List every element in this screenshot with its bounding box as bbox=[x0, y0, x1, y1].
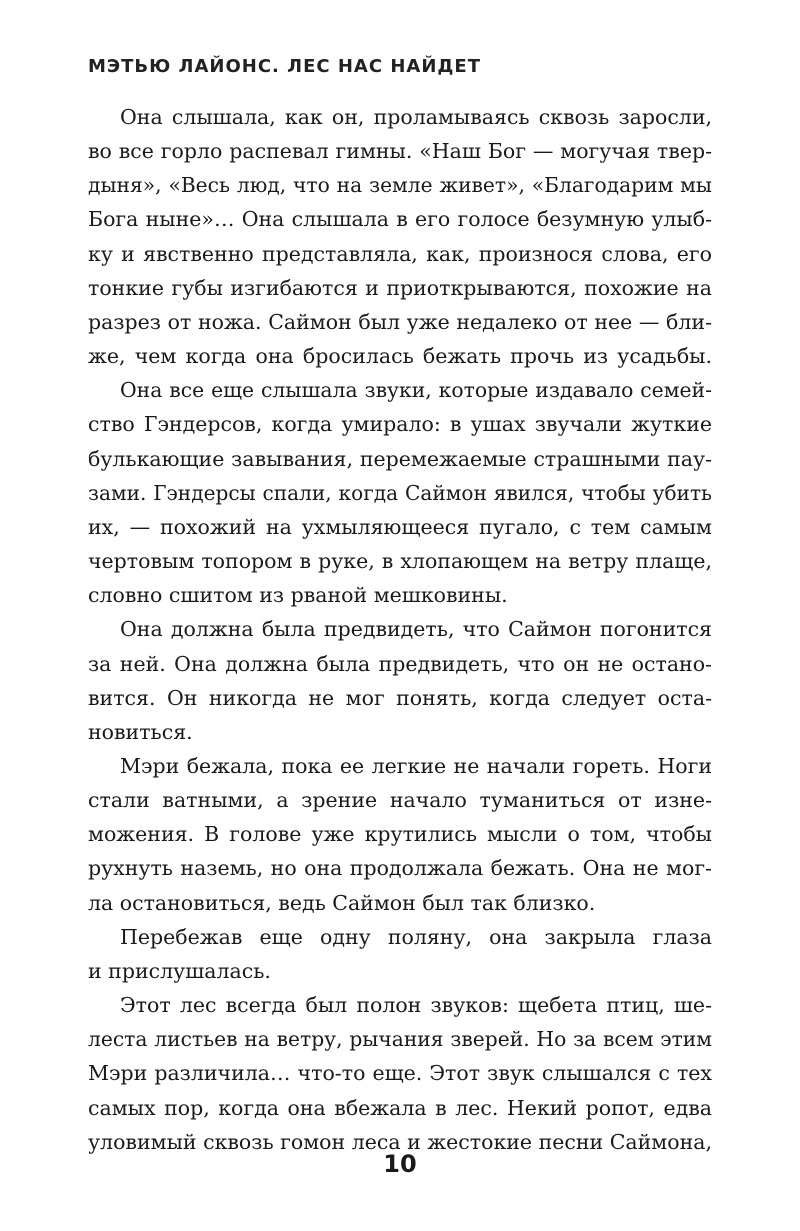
text-line: их, — похожий на ухмыляющееся пугало, с тем самым bbox=[88, 514, 712, 539]
page-number: 10 bbox=[383, 1150, 417, 1178]
text-line: можения. В голове уже крутились мысли о том, чтобы bbox=[88, 822, 712, 847]
text-line: Перебежав еще одну поляну, она закрыла глаза bbox=[120, 924, 712, 949]
text-line: ку и явственно представляла, как, произнося слова, его bbox=[88, 241, 712, 266]
paragraph-3 bbox=[88, 612, 712, 749]
text-line: чертовым топором в руке, в хлопающем на ветру плаще, bbox=[88, 549, 712, 574]
text-line: вится. Он никогда не мог понять, когда следует оста- bbox=[88, 685, 712, 710]
paragraph-4 bbox=[88, 749, 712, 920]
text-line: зами. Гэндерсы спали, когда Саймон явился, чтобы убить bbox=[88, 480, 712, 505]
text-line: во все горло распевал гимны. «Наш Бог — могучая твер- bbox=[88, 139, 712, 164]
text-line: Она слышала, как он, проламываясь сквозь заросли, bbox=[120, 105, 712, 129]
text-line: Мэри бежала, пока ее легкие не начали гореть. Ноги bbox=[120, 753, 712, 778]
text-line: леста листьев на ветру, рычания зверей. Но за всем этим bbox=[88, 1027, 712, 1052]
text-line: уловимый сквозь гомон леса и жестокие песни Саймона, bbox=[88, 1129, 712, 1154]
text-line: самых пор, когда она вбежала в лес. Некий ропот, едва bbox=[88, 1095, 712, 1120]
paragraph-2 bbox=[88, 373, 712, 612]
text-line: ла остановиться, ведь Саймон был так близко. bbox=[88, 890, 596, 915]
text-line: тонкие губы изгибаются и приоткрываются, похожие на bbox=[88, 275, 712, 300]
text-line: словно сшитом из рваной мешковины. bbox=[88, 583, 508, 608]
running-header: МЭТЬЮ ЛАЙОНС. ЛЕС НАС НАЙДЕТ bbox=[88, 56, 482, 77]
text-line: булькающие завывания, перемежаемые страшными пау- bbox=[88, 446, 712, 471]
text-line: Мэри различила… что-то еще. Этот звук слышался с тех bbox=[88, 1061, 712, 1086]
paragraph-5 bbox=[88, 920, 712, 988]
body-text bbox=[88, 100, 712, 1159]
text-line: ство Гэндерсов, когда умирало: в ушах звучали жуткие bbox=[88, 412, 712, 437]
paragraph-6 bbox=[88, 988, 712, 1159]
text-line: рухнуть наземь, но она продолжала бежать. Она не мог- bbox=[88, 856, 712, 881]
text-line: разрез от ножа. Саймон был уже недалеко от нее — бли- bbox=[88, 309, 712, 334]
text-line: Этот лес всегда был полон звуков: щебета птиц, ше- bbox=[120, 993, 712, 1018]
text-line: стали ватными, а зрение начало туманиться от изне- bbox=[88, 788, 712, 813]
paragraph-1 bbox=[88, 100, 712, 373]
text-line: Она все еще слышала звуки, которые издавало семей- bbox=[120, 378, 712, 403]
text-line: дыня», «Весь люд, что на земле живет», «Благодарим мы bbox=[88, 173, 712, 198]
text-line: Бога ныне»… Она слышала в его голосе безумную улыб- bbox=[88, 207, 712, 232]
text-line: за ней. Она должна была предвидеть, что он не остано- bbox=[88, 651, 712, 676]
text-line: и прислушалась. bbox=[88, 958, 271, 983]
text-line: же, чем когда она бросилась бежать прочь из усадьбы. bbox=[88, 344, 712, 369]
text-line: новиться. bbox=[88, 719, 193, 744]
text-line: Она должна была предвидеть, что Саймон погонится bbox=[120, 617, 712, 642]
